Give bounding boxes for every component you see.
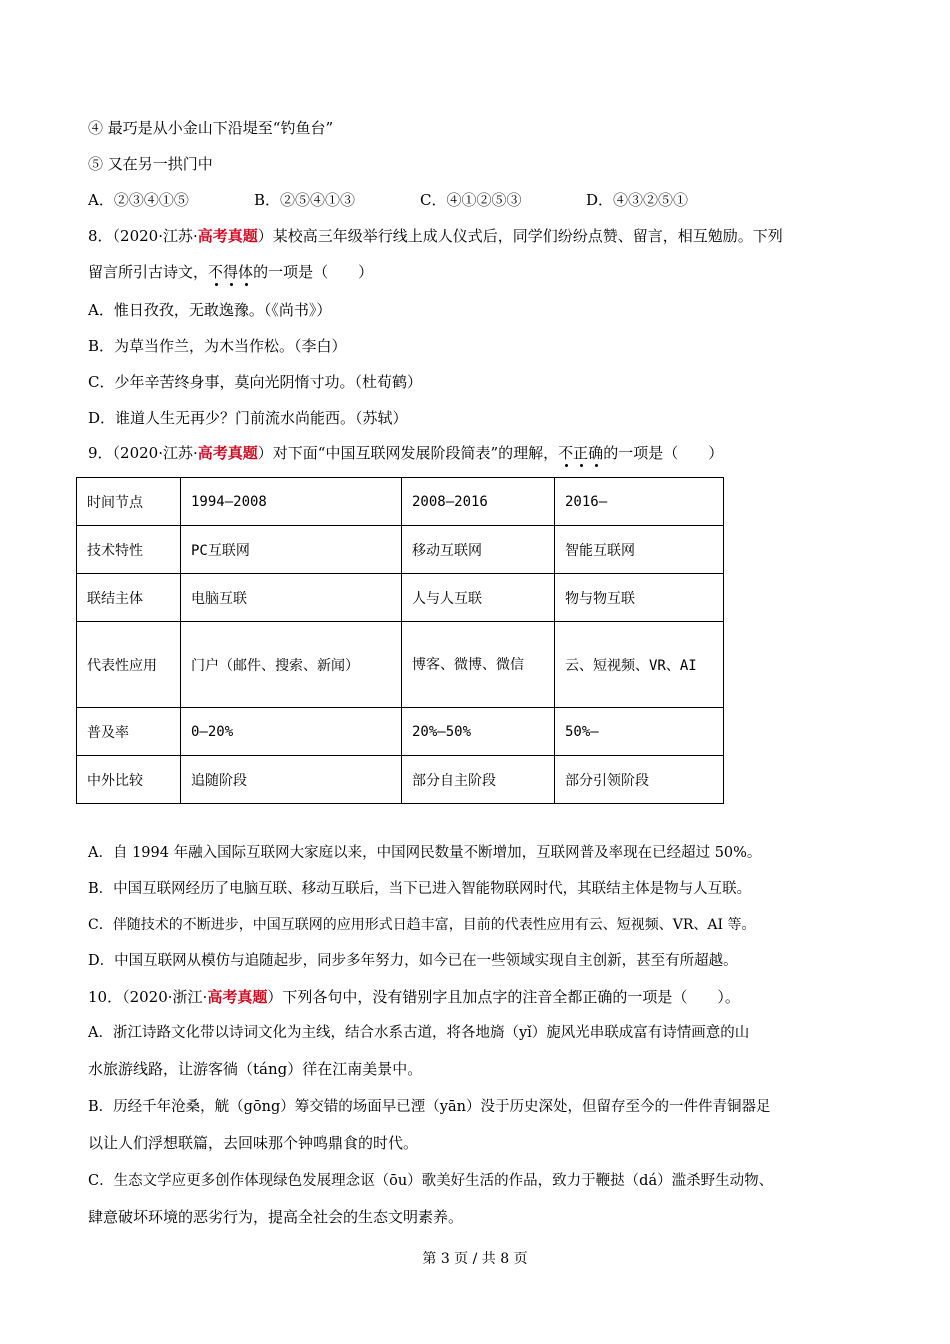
q10-option-b-line2: 以让人们浮想联篇，去回味那个钟鸣鼎食的时代。 bbox=[88, 1134, 419, 1152]
table-cell: 20%—50% bbox=[402, 708, 555, 756]
q9-option-c: C．伴随技术的不断进步，中国互联网的应用形式日趋丰富，目前的代表性应用有云、短视频、VR、AI 等。 bbox=[88, 917, 756, 933]
table-cell: 博客、微博、微信 bbox=[402, 622, 555, 708]
q8-stem-line1 bbox=[88, 226, 783, 246]
q8-option-a: A．惟日孜孜，无敢逸豫。（《尚书》） bbox=[88, 301, 332, 319]
q9-stem-end: 的一项是（ ） bbox=[603, 444, 724, 462]
q9-source-tag: 高考真题 bbox=[197, 444, 258, 462]
q10-stem bbox=[88, 987, 740, 1007]
option-line-5: ⑤ 又在另一拱门中 bbox=[88, 155, 213, 173]
q9-dotted-char: 正 bbox=[573, 444, 589, 462]
q8-dotted-char: 得 bbox=[223, 263, 239, 281]
table-cell: 电脑互联 bbox=[181, 574, 402, 622]
table-cell: 部分自主阶段 bbox=[402, 756, 555, 804]
q8-stem-part-a: 留言所引古诗文， bbox=[88, 263, 209, 281]
q8-stem-text: 某校高三年级举行线上成人仪式后，同学们纷纷点赞、留言，相互勉励。下列 bbox=[272, 227, 783, 245]
q8-dotted-char: 体 bbox=[238, 263, 254, 281]
q7-option-c: C．④①②⑤③ bbox=[420, 191, 522, 209]
q10-option-c-line1: C．生态文学应更多创作体现绿色发展理念讴（ōu）歌美好生活的作品，致力于鞭挞（dá）滥杀野生动物、 bbox=[88, 1173, 774, 1189]
q10-source-tag: 高考真题 bbox=[207, 988, 268, 1006]
q8-number: 8． bbox=[88, 227, 113, 245]
q9-stem-text: 对下面“中国互联网发展阶段简表”的理解， bbox=[272, 444, 559, 462]
table-cell: 2016— bbox=[555, 478, 724, 526]
q9-option-a: A．自 1994 年融入国际互联网大家庭以来，中国网民数量不断增加，互联网普及率现在已经超过 50%。 bbox=[88, 845, 762, 861]
q10-source-a: （2020·浙江· bbox=[122, 988, 208, 1006]
table-cell: 智能互联网 bbox=[555, 526, 724, 574]
table-cell: 移动互联网 bbox=[402, 526, 555, 574]
q8-option-b: B．为草当作兰，为木当作松。（李白） bbox=[88, 337, 347, 355]
q8-option-d: D．谁道人生无再少？门前流水尚能西。（苏轼） bbox=[88, 409, 408, 427]
option-line-4: ④ 最巧是从小金山下沿堤至“钓鱼台” bbox=[88, 119, 334, 137]
table-row bbox=[77, 526, 724, 574]
table-row bbox=[77, 622, 724, 708]
table-cell: 门户（邮件、搜索、新闻） bbox=[181, 622, 402, 708]
q9-stem bbox=[88, 443, 723, 463]
q7-option-d: D．④③②⑤① bbox=[586, 191, 689, 209]
q10-stem-text: 下列各句中，没有错别字且加点字的注音全都正确的一项是（ ）。 bbox=[282, 988, 740, 1006]
table-row bbox=[77, 478, 724, 526]
table-cell: 2008—2016 bbox=[402, 478, 555, 526]
table-cell: 追随阶段 bbox=[181, 756, 402, 804]
q10-option-a-line1: A．浙江诗路文化带以诗词文化为主线，结合水系古道，将各地旖（yǐ）旎风光串联成富有诗情画意的山 bbox=[88, 1025, 750, 1041]
q8-stem-part-c: 的一项是（ ） bbox=[253, 263, 374, 281]
table-cell: 1994—2008 bbox=[181, 478, 402, 526]
page-footer: 第 3 页 / 共 8 页 bbox=[422, 1251, 528, 1267]
table-cell: 中外比较 bbox=[77, 756, 181, 804]
table-cell: 技术特性 bbox=[77, 526, 181, 574]
q8-stem-line2 bbox=[88, 262, 373, 282]
q10-number: 10． bbox=[88, 988, 123, 1006]
q10-source-c: ） bbox=[267, 988, 283, 1006]
table-row bbox=[77, 708, 724, 756]
q9-option-d: D．中国互联网从模仿与追随起步，同步多年努力，如今已在一些领域实现自主创新，甚至有所超越。 bbox=[88, 953, 738, 969]
q7-option-b: B．②⑤④①③ bbox=[254, 191, 356, 209]
table-cell: 50%— bbox=[555, 708, 724, 756]
q8-dotted-char: 不 bbox=[208, 263, 224, 281]
q8-source-a: （2020·江苏· bbox=[112, 227, 198, 245]
q10-option-c-line2: 肆意破坏环境的恶劣行为，提高全社会的生态文明素养。 bbox=[88, 1208, 464, 1226]
table-cell: 物与物互联 bbox=[555, 574, 724, 622]
q9-source-a: （2020·江苏· bbox=[112, 444, 198, 462]
q9-dotted-char: 不 bbox=[558, 444, 574, 462]
table-cell: 人与人互联 bbox=[402, 574, 555, 622]
q8-source-c: ） bbox=[257, 227, 273, 245]
table-cell: PC互联网 bbox=[181, 526, 402, 574]
q9-dotted-char: 确 bbox=[588, 444, 604, 462]
table-cell: 0—20% bbox=[181, 708, 402, 756]
q10-option-a-line2: 水旅游线路，让游客徜（táng）徉在江南美景中。 bbox=[88, 1060, 423, 1078]
table-row bbox=[77, 756, 724, 804]
q8-source-tag: 高考真题 bbox=[197, 227, 258, 245]
table-cell: 普及率 bbox=[77, 708, 181, 756]
q7-options bbox=[88, 190, 688, 210]
table-cell: 云、短视频、VR、AI bbox=[555, 622, 724, 708]
q9-source-c: ） bbox=[257, 444, 273, 462]
q10-option-b-line1: B．历经千年沧桑，觥（gōng）筹交错的场面早已湮（yān）没于历史深处，但留存至今的一件件青铜器足 bbox=[88, 1099, 771, 1115]
q7-option-a: A．②③④①⑤ bbox=[88, 191, 189, 209]
table-cell: 代表性应用 bbox=[77, 622, 181, 708]
q9-number: 9． bbox=[88, 444, 113, 462]
q9-option-b: B．中国互联网经历了电脑互联、移动互联后，当下已进入智能物联网时代，其联结主体是物与人互联。 bbox=[88, 881, 752, 897]
table-cell: 联结主体 bbox=[77, 574, 181, 622]
q8-option-c: C．少年辛苦终身事，莫向光阴惰寸功。（杜荀鹤） bbox=[88, 373, 422, 391]
table-cell: 时间节点 bbox=[77, 478, 181, 526]
table-row bbox=[77, 574, 724, 622]
table-cell: 部分引领阶段 bbox=[555, 756, 724, 804]
internet-stages-table bbox=[76, 477, 724, 804]
